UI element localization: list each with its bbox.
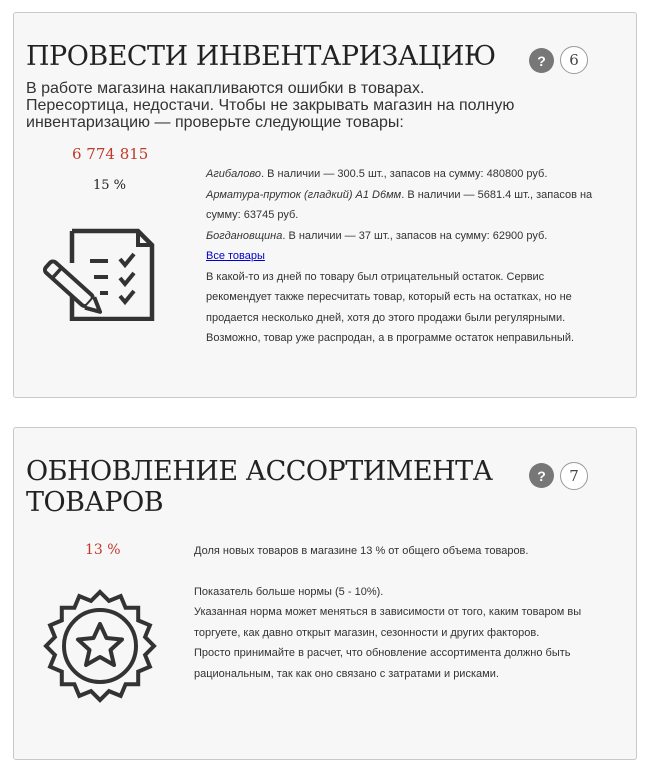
card-number-badge: 7 xyxy=(560,462,588,490)
list-item xyxy=(206,226,601,247)
help-button[interactable]: ? xyxy=(529,48,554,73)
inventory-note: В какой-то из дней по товару был отрицательный остаток. Сервис рекомендует также пересчитать товар, который есть на остатках, но не продается несколько дней, хотя до этого продажи были регулярными. Возможно, товар уже распродан, а в программе остаток неправильный. xyxy=(206,270,575,344)
new-products-percent: 13 % xyxy=(85,542,121,558)
card-intro: В работе магазина накапливаются ошибки в товарах. Пересортица, недостачи. Чтобы не закрывать магазин на полную инвентаризацию — проверьте следующие товары: xyxy=(26,80,515,131)
stock-percent: 15 % xyxy=(93,178,127,193)
product-name: Агибалово xyxy=(206,168,261,180)
assortment-card xyxy=(13,427,637,760)
share-text: Доля новых товаров в магазине 13 % от общего объема товаров. xyxy=(194,545,529,557)
product-name: Арматура-пруток (гладкий) А1 D6мм xyxy=(206,188,402,201)
checklist-pencil-icon xyxy=(36,225,160,326)
all-products-link[interactable]: Все товары xyxy=(206,250,265,262)
star-badge-icon xyxy=(42,588,158,709)
card-title: ПРОВЕСТИ ИНВЕНТАРИЗАЦИЮ xyxy=(26,41,496,72)
product-name: Богдановщина xyxy=(206,229,283,242)
list-item xyxy=(206,164,601,185)
card-title-line: ТОВАРОВ xyxy=(26,487,164,518)
product-info: . В наличии — 5681.4 шт., запасов на сумму: 63745 руб. xyxy=(206,188,593,221)
product-info: . В наличии — 300.5 шт., запасов на сумму: 480800 руб. xyxy=(261,168,548,180)
inventory-card xyxy=(13,12,637,398)
list-item xyxy=(206,185,601,226)
help-button[interactable]: ? xyxy=(529,463,554,488)
norm-explanation: Указанная норма может меняться в зависимости от того, каким товаром вы торгуете, как давно открыт магазин, сезонности и других факторов. xyxy=(194,606,582,639)
product-info: . В наличии — 37 шт., запасов на сумму: 62900 руб. xyxy=(282,229,548,242)
stock-amount: 6 774 815 xyxy=(72,145,149,163)
norm-text: Показатель больше нормы (5 - 10%). xyxy=(194,585,384,598)
assortment-details xyxy=(194,541,604,684)
card-number-badge: 6 xyxy=(560,46,588,74)
card-title xyxy=(26,456,493,518)
card-title-line: ОБНОВЛЕНИЕ АССОРТИМЕНТА xyxy=(26,456,493,487)
recommendation-text: Просто принимайте в расчет, что обновление ассортимента должно быть рациональным, так как оно связано с затратами и рисками. xyxy=(194,647,571,680)
inventory-details xyxy=(206,164,601,349)
